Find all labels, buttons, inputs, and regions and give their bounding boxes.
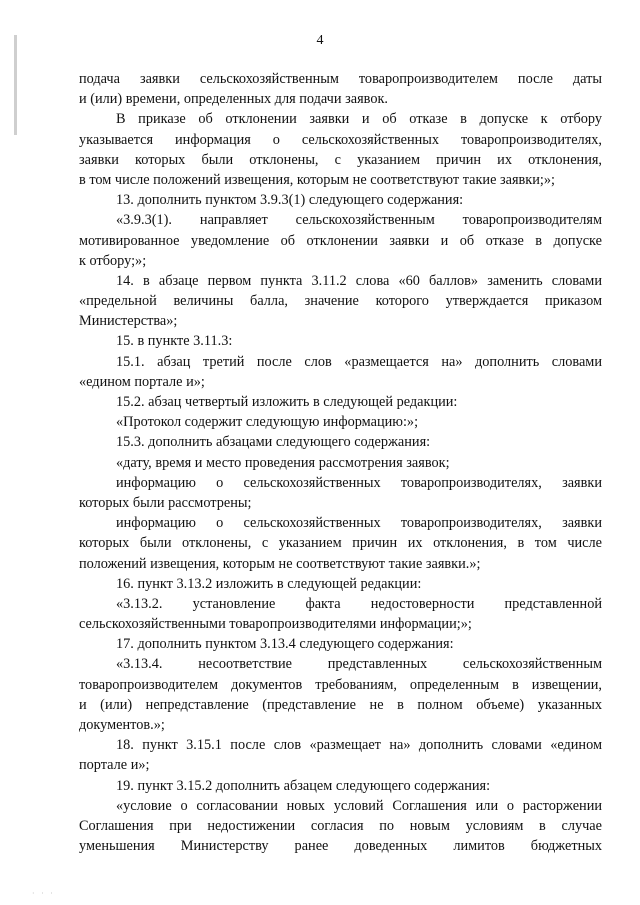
text-line: 15.1. абзац третий после слов «размещается на» дополнить словами xyxy=(116,353,602,370)
text-line: 14. в абзаце первом пункта 3.11.2 слова «60 баллов» заменить словами xyxy=(116,272,602,289)
text-line: «3.9.3(1). направляет сельскохозяйственным товаропроизводителям xyxy=(116,212,602,229)
text-line: Соглашения при недостижении согласия по новым условиям в случае xyxy=(79,817,602,834)
text-line: «условие о согласовании новых условий Соглашения или о расторжении xyxy=(116,797,602,814)
text-line: заявки которых были отклонены, с указанием причин их отклонения, xyxy=(79,151,602,168)
text-line: которых были рассмотрены; xyxy=(79,494,252,511)
text-line: 15.2. абзац четвертый изложить в следующей редакции: xyxy=(116,394,458,410)
text-line: подача заявки сельскохозяйственным товаропроизводителем после даты xyxy=(79,71,602,87)
text-line: информацию о сельскохозяйственных товаропроизводителях, заявки xyxy=(116,515,602,532)
text-line: положений извещения, которым не соответствуют такие заявки.»; xyxy=(79,555,481,572)
text-line: «3.13.4. несоответствие представленных сельскохозяйственным xyxy=(116,656,602,673)
text-line: информацию о сельскохозяйственных товаропроизводителях, заявки xyxy=(116,474,602,491)
text-line: 15. в пункте 3.11.3: xyxy=(116,333,233,350)
text-line: «предельной величины балла, значение которого утверждается приказом xyxy=(79,293,602,310)
text-line: уменьшения Министерству ранее доведенных лимитов бюджетных xyxy=(79,838,602,855)
text-line: 16. пункт 3.13.2 изложить в следующей редакции: xyxy=(116,575,422,592)
document-body xyxy=(79,69,602,856)
text-line: 15.3. дополнить абзацами следующего содержания: xyxy=(116,434,431,451)
text-line: портале и»; xyxy=(79,757,150,774)
text-line: мотивированное уведомление об отклонении заявки и об отказе в допуске xyxy=(79,232,602,249)
text-line: которых были отклонены, с указанием причин их отклонения, в том числе xyxy=(79,535,602,552)
text-line: сельскохозяйственными товаропроизводителями информации;»; xyxy=(79,616,472,633)
text-line: к отбору;»; xyxy=(79,252,147,269)
text-line: товаропроизводителем документов требованиям, определенным в извещении, xyxy=(79,676,602,693)
scan-edge-mark xyxy=(14,35,17,135)
text-line: указывается информация о сельскохозяйственных товаропроизводителях, xyxy=(79,131,602,148)
text-line: 13. дополнить пунктом 3.9.3(1) следующего содержания: xyxy=(116,192,464,209)
text-line: и (или) непредставление (представление не в полном объеме) указанных xyxy=(79,696,602,713)
text-line: 18. пункт 3.15.1 после слов «размещает на» дополнить словами «едином xyxy=(116,737,602,754)
text-line: «3.13.2. установление факта недостоверности представленной xyxy=(116,595,602,612)
text-line: В приказе об отклонении заявки и об отказе в допуске к отбору xyxy=(116,111,602,128)
text-line: «дату, время и место проведения рассмотрения заявок; xyxy=(116,454,450,471)
text-line: 19. пункт 3.15.2 дополнить абзацем следующего содержания: xyxy=(116,777,491,794)
text-line: в том числе положений извещения, которым не соответствуют такие заявки;»; xyxy=(79,171,555,188)
page-number: 4 xyxy=(316,33,324,48)
text-line: Министерства»; xyxy=(79,313,178,330)
text-line: и (или) времени, определенных для подачи заявок. xyxy=(79,91,388,108)
text-line: документов.»; xyxy=(79,717,165,733)
text-line: «едином портале и»; xyxy=(79,373,205,390)
text-line: «Протокол содержит следующую информацию:»; xyxy=(116,414,419,431)
scan-artifact-dots: · · · xyxy=(32,889,55,898)
text-line: 17. дополнить пунктом 3.13.4 следующего содержания: xyxy=(116,636,454,653)
